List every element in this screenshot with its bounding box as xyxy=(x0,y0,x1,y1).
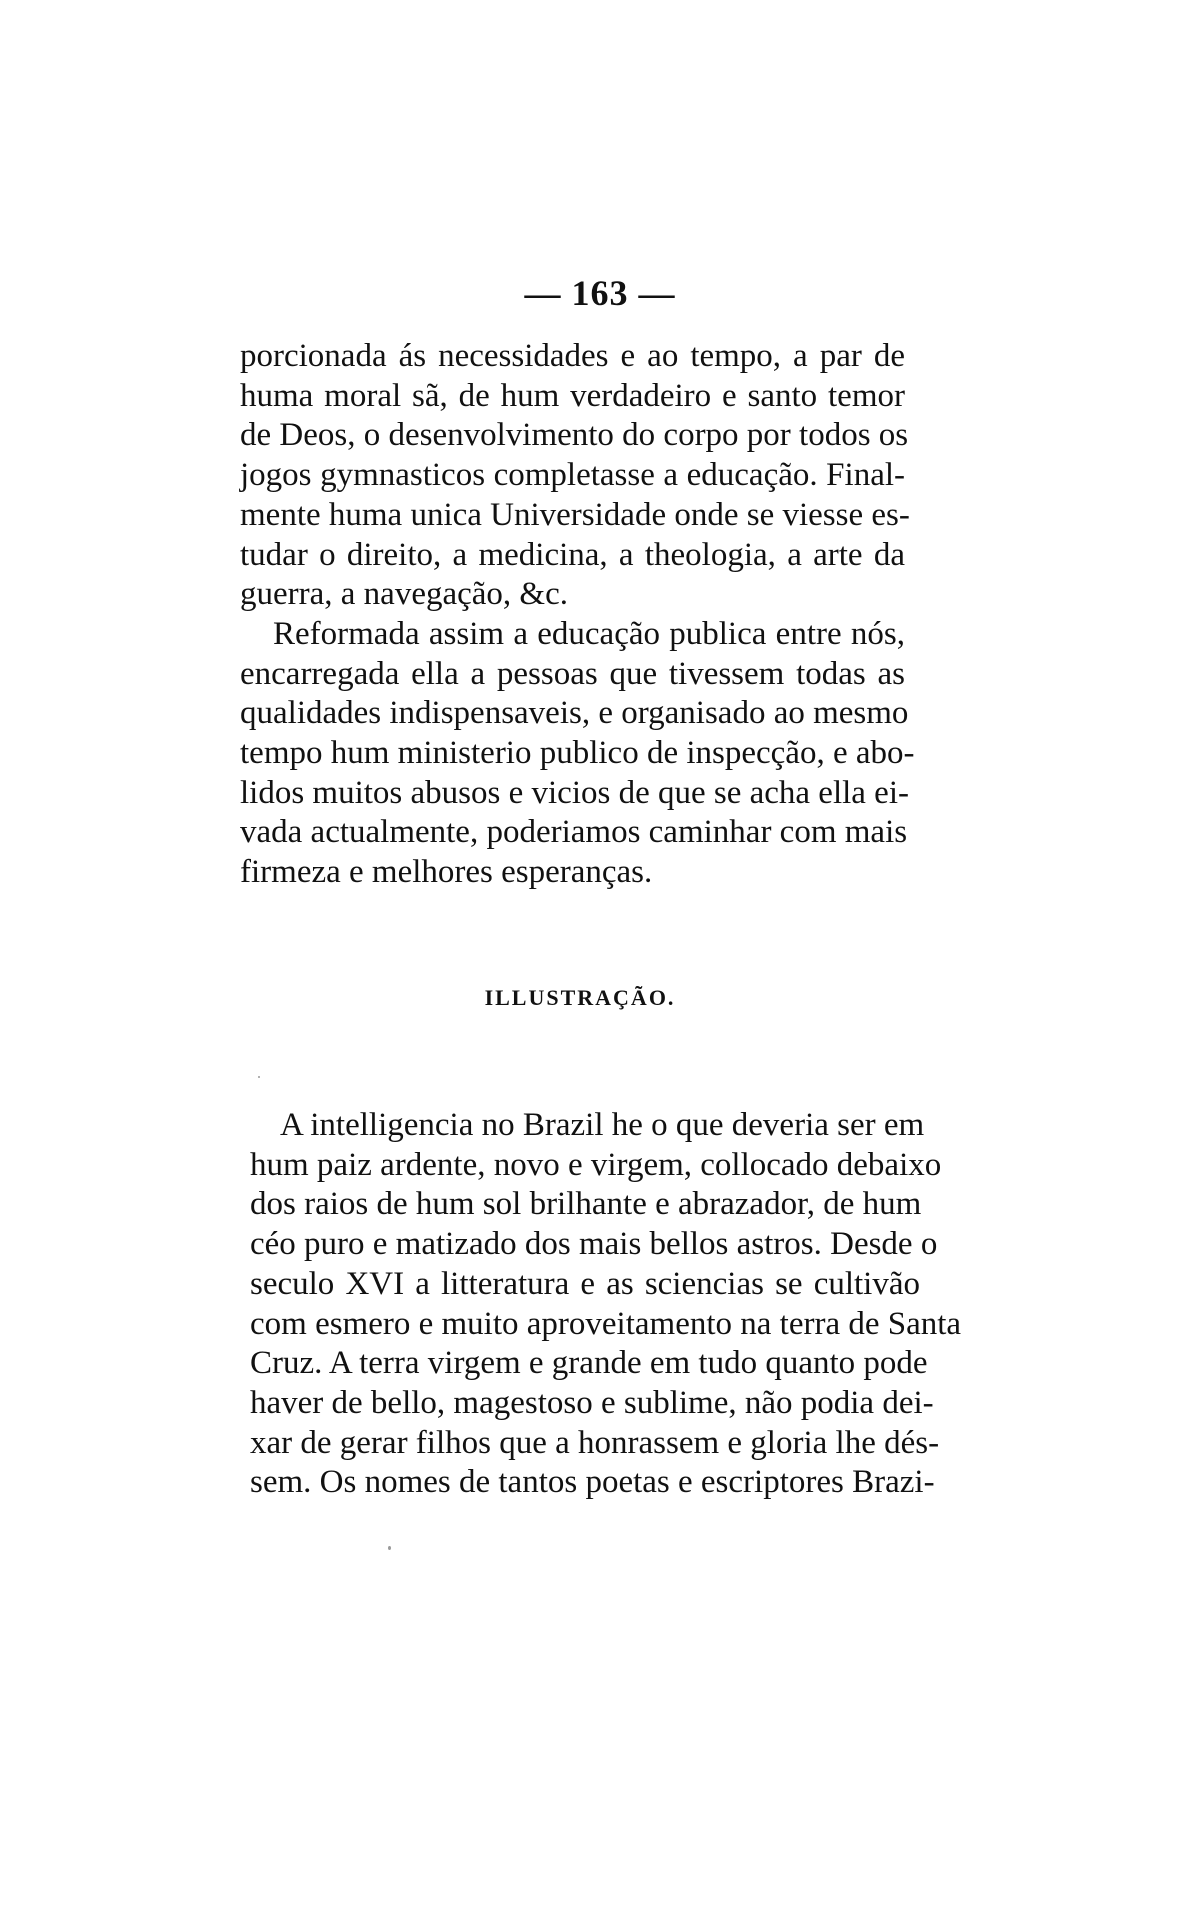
text-line: tempo hum ministerio publico de inspecção, e abo- xyxy=(240,735,915,772)
text-line: lidos muitos abusos e vicios de que se acha ella ei- xyxy=(240,774,909,811)
text-line: dos raios de hum sol brilhante e abrazador, de hum xyxy=(250,1186,922,1223)
text-line: vada actualmente, poderiamos caminhar com mais xyxy=(240,814,908,851)
paragraph-2 xyxy=(240,615,915,893)
text-line: xar de gerar filhos que a honrassem e gloria lhe dés- xyxy=(250,1424,940,1461)
text-line: huma moral sã, de hum verdadeiro e santo temor xyxy=(240,377,905,414)
text-line: Reformada assim a educação publica entre nós, xyxy=(273,615,905,652)
text-line: guerra, a navegação, &c. xyxy=(240,576,568,613)
text-line: seculo XVI a litteratura e as sciencias se cultivão xyxy=(250,1265,920,1302)
paragraph-1 xyxy=(240,337,910,615)
paragraph-3 xyxy=(250,1106,962,1503)
text-line: mente huma unica Universidade onde se viesse es- xyxy=(240,496,910,533)
text-line: A intelligencia no Brazil he o que deveria ser em xyxy=(280,1107,925,1143)
text-line: Cruz. A terra virgem e grande em tudo quanto pode xyxy=(250,1345,928,1382)
page-number: — 163 — xyxy=(524,273,676,313)
text-line: porcionada ás necessidades e ao tempo, a par de xyxy=(240,338,905,374)
text-line: qualidades indispensaveis, e organisado ao mesmo xyxy=(240,695,909,732)
text-line: de Deos, o desenvolvimento do corpo por todos os xyxy=(240,417,909,454)
text-line: haver de bello, magestoso e sublime, não podia dei- xyxy=(250,1384,934,1421)
text-line: jogos gymnasticos completasse a educação. Final- xyxy=(240,457,905,494)
text-line: sem. Os nomes de tantos poetas e escriptores Brazi- xyxy=(250,1464,935,1501)
text-line: firmeza e melhores esperanças. xyxy=(240,854,653,891)
body-text-upper xyxy=(240,337,915,893)
text-line: tudar o direito, a medicina, a theologia, a arte da xyxy=(240,536,905,573)
text-line: encarregada ella a pessoas que tivessem todas as xyxy=(240,655,905,692)
text-line: céo puro e matizado dos mais bellos astros. Desde o xyxy=(250,1226,938,1263)
section-heading: ILLUSTRAÇÃO. xyxy=(484,985,676,1010)
paper-speck xyxy=(388,1546,391,1550)
text-line: com esmero e muito aproveitamento na terra de Santa xyxy=(250,1305,962,1342)
text-line: hum paiz ardente, novo e virgem, collocado debaixo xyxy=(250,1146,942,1183)
paper-speck xyxy=(258,1076,260,1078)
